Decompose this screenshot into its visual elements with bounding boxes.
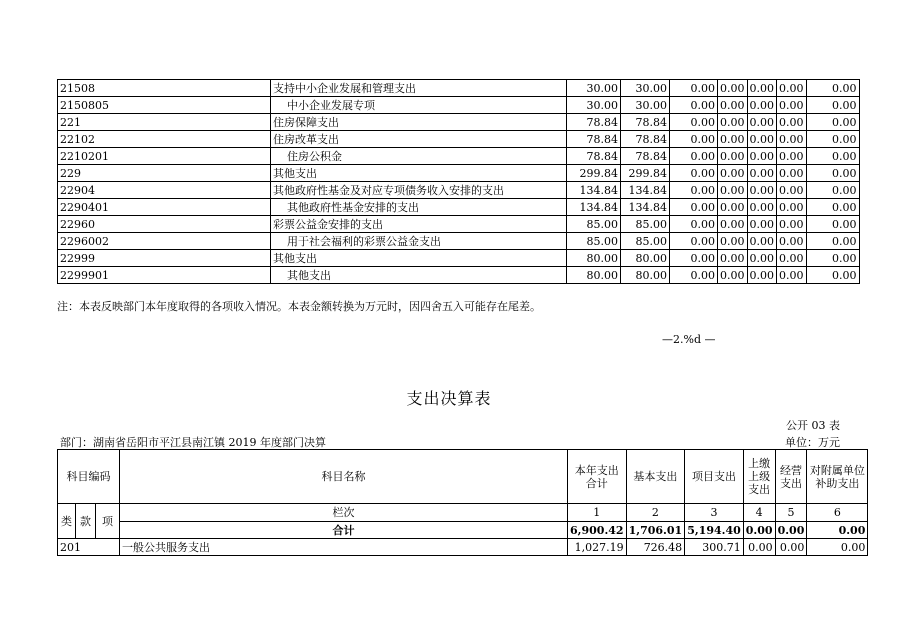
row-project: 0.00 [670, 233, 718, 250]
row-total: 80.00 [567, 250, 621, 267]
row-basic: 30.00 [621, 80, 670, 97]
row-total: 299.84 [567, 165, 621, 182]
table-row [58, 97, 860, 114]
row-other: 0.00 [777, 199, 807, 216]
row-total: 134.84 [567, 182, 621, 199]
row-business: 0.00 [747, 165, 777, 182]
row-other: 0.00 [777, 131, 807, 148]
row-subsidy: 0.00 [806, 250, 859, 267]
row-basic: 78.84 [621, 131, 670, 148]
row-name: 住房改革支出 [271, 131, 567, 148]
unit-label: 单位：万元 [785, 436, 840, 449]
row-upper: 0.00 [718, 182, 748, 199]
row-code: 22102 [58, 131, 271, 148]
row-total: 80.00 [567, 267, 621, 284]
table-row [58, 250, 860, 267]
page-title: 支出决算表 [406, 389, 492, 408]
page-number: —2.%d — [662, 333, 716, 346]
row-project: 0.00 [670, 114, 718, 131]
row-code: 2210201 [58, 148, 271, 165]
expenditure-table [57, 449, 868, 556]
row-project: 0.00 [670, 182, 718, 199]
row-basic: 134.84 [621, 199, 670, 216]
row-name: 彩票公益金安排的支出 [271, 216, 567, 233]
row-other: 0.00 [777, 182, 807, 199]
table-note: 注：本表反映部门本年度取得的各项收入情况。本表金额转换为万元时，因四舍五入可能存在尾差。 [57, 300, 541, 313]
row-upper: 0.00 [743, 539, 775, 556]
row-total: 1,027.19 [568, 539, 627, 556]
row-name: 其他支出 [271, 267, 567, 284]
col-number-2: 2 [626, 504, 685, 522]
row-basic: 85.00 [621, 233, 670, 250]
row-project: 0.00 [670, 131, 718, 148]
row-code: 22999 [58, 250, 271, 267]
col-number-4: 4 [743, 504, 775, 522]
table-row [58, 131, 860, 148]
row-upper: 0.00 [718, 267, 748, 284]
row-upper: 0.00 [718, 165, 748, 182]
row-name: 其他政府性基金安排的支出 [271, 199, 567, 216]
row-other: 0.00 [777, 97, 807, 114]
row-code: 229 [58, 165, 271, 182]
row-name: 其他支出 [271, 165, 567, 182]
row-subsidy: 0.00 [806, 267, 859, 284]
total-label: 合计 [120, 522, 568, 539]
table-row [58, 165, 860, 182]
row-business: 0.00 [775, 539, 807, 556]
total-upper: 0.00 [743, 522, 775, 539]
row-name: 住房公积金 [271, 148, 567, 165]
header-project: 项目支出 [685, 450, 744, 504]
row-project: 0.00 [670, 199, 718, 216]
row-business: 0.00 [747, 267, 777, 284]
table-row [58, 267, 860, 284]
col-number-3: 3 [685, 504, 744, 522]
table-row [58, 148, 860, 165]
row-basic: 134.84 [621, 182, 670, 199]
row-other: 0.00 [777, 233, 807, 250]
col-number-5: 5 [775, 504, 807, 522]
row-upper: 0.00 [718, 216, 748, 233]
row-subsidy: 0.00 [806, 148, 859, 165]
continued-table-body [58, 80, 860, 284]
total-row [58, 522, 868, 539]
table-row [58, 539, 868, 556]
row-code: 22960 [58, 216, 271, 233]
row-other: 0.00 [777, 216, 807, 233]
row-business: 0.00 [747, 216, 777, 233]
header-kuan: 款 [76, 504, 96, 539]
row-business: 0.00 [747, 80, 777, 97]
row-upper: 0.00 [718, 250, 748, 267]
table-row [58, 182, 860, 199]
row-subsidy: 0.00 [806, 165, 859, 182]
row-business: 0.00 [747, 182, 777, 199]
row-subsidy: 0.00 [806, 97, 859, 114]
header-subject-code: 科目编码 [58, 450, 120, 504]
row-name: 中小企业发展专项 [271, 97, 567, 114]
header-upper: 上缴上级支出 [743, 450, 775, 504]
header-subsidy: 对附属单位补助支出 [807, 450, 868, 504]
row-upper: 0.00 [718, 97, 748, 114]
row-other: 0.00 [777, 250, 807, 267]
form-code: 公开 03 表 [786, 419, 840, 432]
row-subsidy: 0.00 [806, 131, 859, 148]
row-basic: 78.84 [621, 114, 670, 131]
row-total: 85.00 [567, 216, 621, 233]
row-name: 一般公共服务支出 [120, 539, 568, 556]
row-upper: 0.00 [718, 80, 748, 97]
row-total: 78.84 [567, 148, 621, 165]
row-project: 0.00 [670, 80, 718, 97]
row-basic: 78.84 [621, 148, 670, 165]
row-project: 0.00 [670, 148, 718, 165]
row-subsidy: 0.00 [806, 233, 859, 250]
header-basic: 基本支出 [626, 450, 685, 504]
row-code: 201 [58, 539, 120, 556]
lanci-row [58, 504, 868, 522]
row-name: 支持中小企业发展和管理支出 [271, 80, 567, 97]
row-name: 其他政府性基金及对应专项债务收入安排的支出 [271, 182, 567, 199]
department-label: 部门：湖南省岳阳市平江县南江镇 2019 年度部门决算 [60, 436, 326, 449]
row-project: 0.00 [670, 97, 718, 114]
row-upper: 0.00 [718, 131, 748, 148]
row-upper: 0.00 [718, 199, 748, 216]
row-basic: 299.84 [621, 165, 670, 182]
row-business: 0.00 [747, 131, 777, 148]
row-code: 2296002 [58, 233, 271, 250]
header-business: 经营支出 [775, 450, 807, 504]
row-other: 0.00 [777, 148, 807, 165]
row-subsidy: 0.00 [806, 114, 859, 131]
total-subsidy: 0.00 [807, 522, 868, 539]
table-row [58, 199, 860, 216]
row-basic: 85.00 [621, 216, 670, 233]
row-basic: 726.48 [626, 539, 685, 556]
row-total: 78.84 [567, 114, 621, 131]
row-business: 0.00 [747, 148, 777, 165]
header-total: 本年支出合计 [568, 450, 627, 504]
row-project: 0.00 [670, 250, 718, 267]
header-row [58, 450, 868, 504]
table-row [58, 233, 860, 250]
row-business: 0.00 [747, 114, 777, 131]
row-name: 用于社会福利的彩票公益金支出 [271, 233, 567, 250]
row-other: 0.00 [777, 165, 807, 182]
row-project: 0.00 [670, 267, 718, 284]
row-project: 0.00 [670, 165, 718, 182]
table-row [58, 114, 860, 131]
row-subsidy: 0.00 [806, 80, 859, 97]
row-upper: 0.00 [718, 233, 748, 250]
row-code: 2150805 [58, 97, 271, 114]
row-project: 300.71 [685, 539, 744, 556]
col-number-6: 6 [807, 504, 868, 522]
total-basic: 1,706.01 [626, 522, 685, 539]
header-subject-name: 科目名称 [120, 450, 568, 504]
row-total: 134.84 [567, 199, 621, 216]
total-project: 5,194.40 [685, 522, 744, 539]
row-subsidy: 0.00 [806, 182, 859, 199]
row-code: 2299901 [58, 267, 271, 284]
row-business: 0.00 [747, 199, 777, 216]
row-business: 0.00 [747, 233, 777, 250]
row-upper: 0.00 [718, 114, 748, 131]
row-subsidy: 0.00 [806, 216, 859, 233]
row-total: 30.00 [567, 80, 621, 97]
row-basic: 80.00 [621, 267, 670, 284]
row-other: 0.00 [777, 80, 807, 97]
row-business: 0.00 [747, 97, 777, 114]
row-upper: 0.00 [718, 148, 748, 165]
row-other: 0.00 [777, 267, 807, 284]
header-lei: 类 [58, 504, 76, 539]
total-value: 6,900.42 [568, 522, 627, 539]
table-row [58, 216, 860, 233]
col-number-1: 1 [568, 504, 627, 522]
row-other: 0.00 [777, 114, 807, 131]
row-code: 2290401 [58, 199, 271, 216]
row-basic: 30.00 [621, 97, 670, 114]
row-name: 住房保障支出 [271, 114, 567, 131]
continued-expenditure-table [57, 79, 860, 284]
row-code: 21508 [58, 80, 271, 97]
total-business: 0.00 [775, 522, 807, 539]
row-business: 0.00 [747, 250, 777, 267]
row-code: 22904 [58, 182, 271, 199]
row-total: 78.84 [567, 131, 621, 148]
row-subsidy: 0.00 [806, 199, 859, 216]
table-row [58, 80, 860, 97]
row-subsidy: 0.00 [807, 539, 868, 556]
row-name: 其他支出 [271, 250, 567, 267]
row-code: 221 [58, 114, 271, 131]
row-total: 30.00 [567, 97, 621, 114]
row-basic: 80.00 [621, 250, 670, 267]
row-total: 85.00 [567, 233, 621, 250]
row-project: 0.00 [670, 216, 718, 233]
header-lanci: 栏次 [120, 504, 568, 522]
header-xiang: 项 [96, 504, 120, 539]
